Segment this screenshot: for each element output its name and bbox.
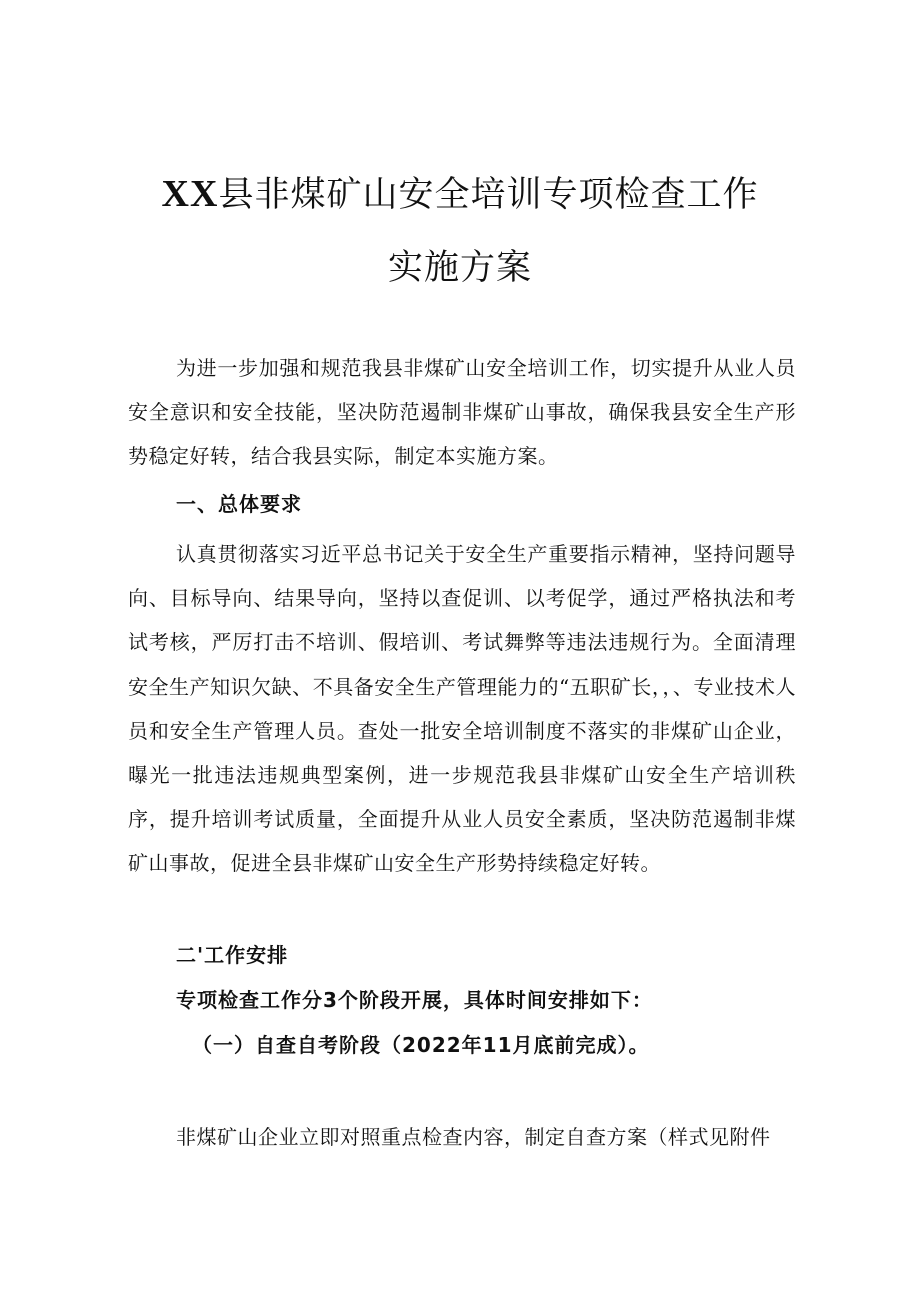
document-title-line-1	[0, 174, 920, 215]
section-2-heading: 二'工作安排	[176, 943, 289, 967]
intro-paragraph: 为进一步加强和规范我县非煤矿山安全培训工作，切实提升从业人员安全意识和安全技能，坚决防范遏制非煤矿山事故，确保我县安全生产形势稳定好转，结合我县实际，制定本实施方案。	[128, 356, 796, 469]
title-county-placeholder: XX	[161, 173, 219, 215]
stage-1-paragraph: 非煤矿山企业立即对照重点检查内容，制定自查方案（样式见附件	[176, 1125, 771, 1149]
section-1-paragraph: 认真贯彻落实习近平总书记关于安全生产重要指示精神，坚持问题导向、目标导向、结果导向，坚持以查促训、以考促学，通过严格执法和考试考核，严厉打击不培训、假培训、考试舞弊等违法违规行为。全面清理安全生产知识欠缺、不具备安全生产管理能力的“五职矿长，，、专业技术人员和安全生产管理人员。查处一批安全培训制度不落实的非煤矿山企业，曝光一批违法违规典型案例，进一步规范我县非煤矿山安全生产培训秩序，提升培训考试质量，全面提升从业人员安全素质，坚决防范遏制非煤矿山事故，促进全县非煤矿山安全生产形势持续稳定好转。	[128, 542, 796, 876]
document-title-line-2: 实施方案	[387, 248, 532, 288]
section-1-heading: 一、总体要求	[176, 492, 302, 516]
stage-1-heading: （一）自查自考阶段（2022年11月底前完成）。	[192, 1033, 650, 1057]
title-line-1-text: 县非煤矿山安全培训专项检查工作	[218, 175, 759, 215]
section-2-lead: 专项检查工作分3个阶段开展，具体时间安排如下：	[176, 988, 653, 1012]
